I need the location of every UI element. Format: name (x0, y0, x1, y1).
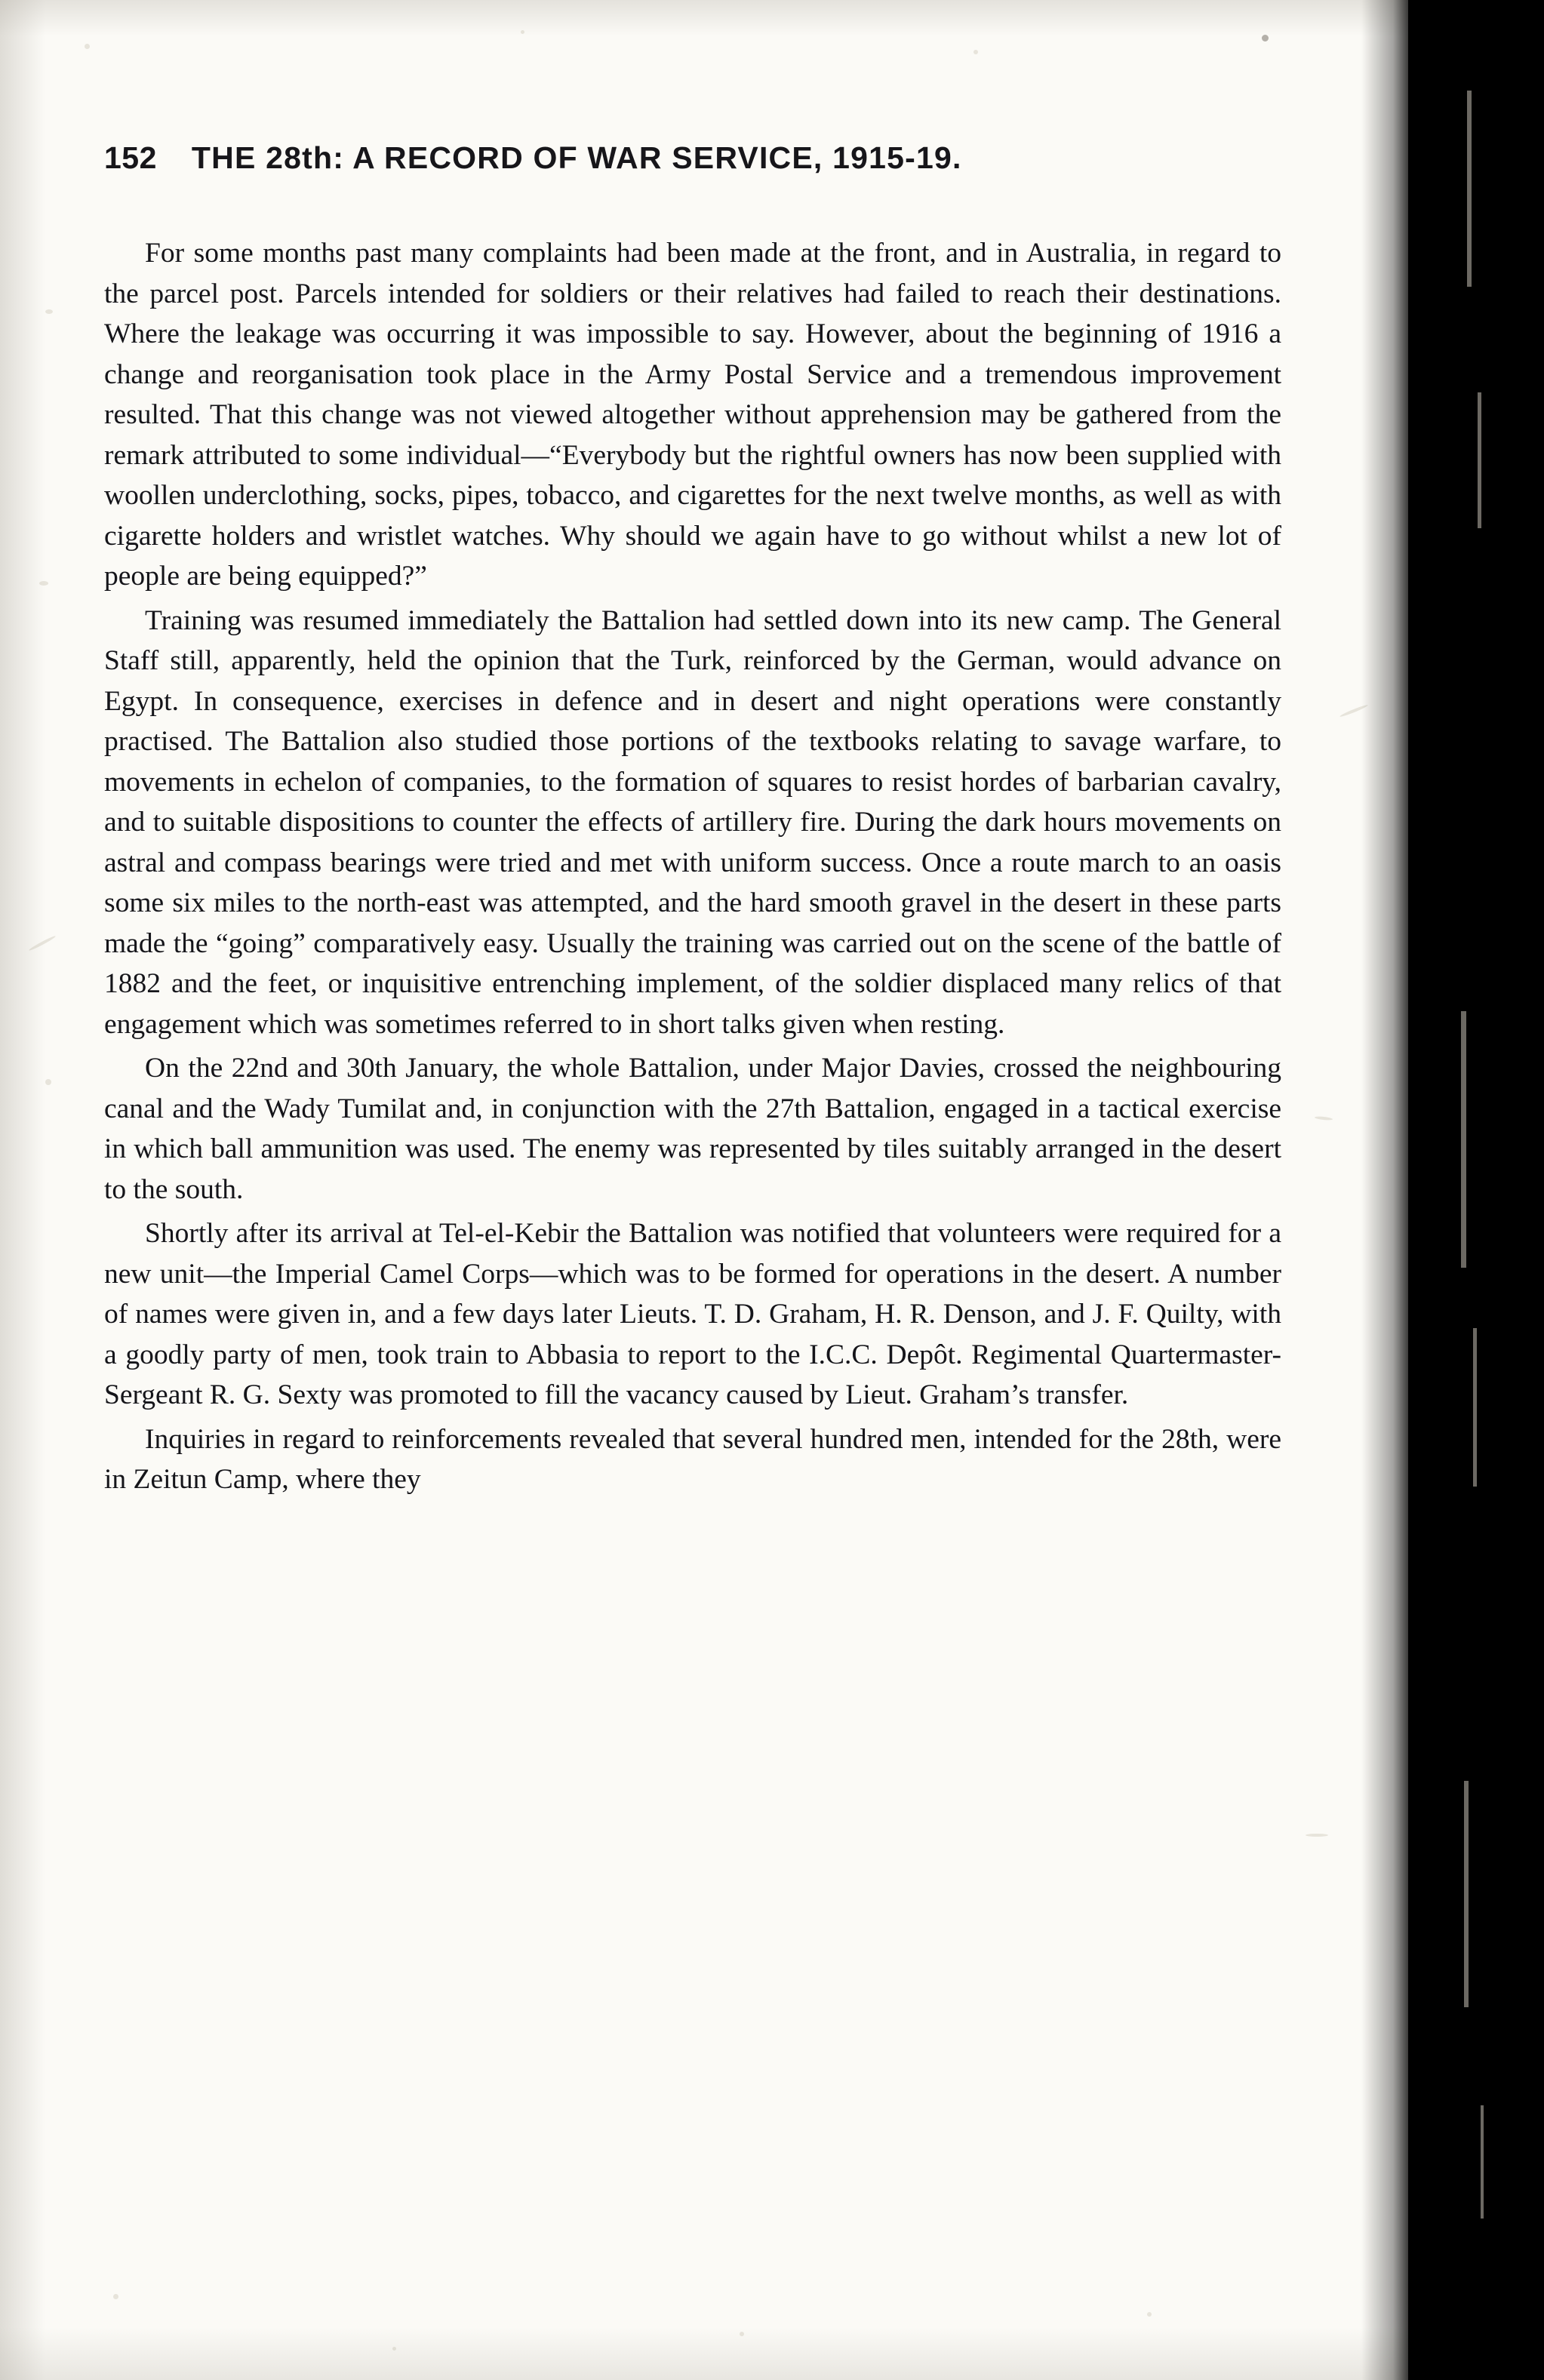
scan-speck (1262, 35, 1269, 42)
paragraph: Shortly after its arrival at Tel-el-Kebir the Battalion was notified that volunteers were required for a new unit—the Imperial Camel Corps—which was to be formed for operations in the desert. A number of names were given in, and a few days later Lieuts. T. D. Graham, H. R. Denson, and J. F. Quilty, with a goodly party of men, took train to Abbasia to report to the I.C.C. Depôt. Regimental Quartermaster-Sergeant R. G. Sexty was promoted to fill the vacancy caused by Lieut. Graham’s transfer. (104, 1218, 1281, 1410)
scan-speck (28, 935, 56, 952)
scan-speck (45, 1079, 51, 1085)
paragraph: Inquiries in regard to reinforcements revealed that several hundred men, intended for the 28th, were in Zeitun Camp, where they (104, 1423, 1281, 1495)
scan-speck (1315, 1116, 1333, 1121)
scan-speck (1306, 1834, 1328, 1837)
scan-speck (973, 50, 978, 54)
binding-gutter (1408, 0, 1544, 2380)
gutter-streak (1464, 1781, 1469, 2007)
gutter-streak (1461, 1011, 1466, 1268)
paragraph: On the 22nd and 30th January, the whole Battalion, under Major Davies, crossed the neighbouring canal and the Wady Tumilat and, in conjunction with the 27th Battalion, engaged in a tactical exercise in which ball ammunition was used. The enemy was represented by tiles suitably arranged in the desert to the south. (104, 1053, 1281, 1205)
gutter-streak (1478, 392, 1481, 528)
paragraph: For some months past many complaints had been made at the front, and in Australia, in regard to the parcel post. Parcels intended for soldiers or their relatives had failed to reach their destinations. Where the leakage was occurring it was impossible to say. However, about the beginning of 1916 a change and reorganisation took place in the Army Postal Service and a tremendous improvement resulted. That this change was not viewed altogether without apprehension may be gathered from the remark attributed to some individual—“Everybody but the rightful owners has now been supplied with woollen underclothing, socks, pipes, tobacco, and cigarettes for the next twelve months, as well as with cigarette holders and wristlet watches. Why should we again have to go without whilst a new lot of people are being equipped?” (104, 238, 1281, 592)
page-text-column (104, 140, 1281, 1500)
gutter-streak (1467, 91, 1472, 287)
binding-shadow-soft (1453, 0, 1472, 2380)
page-edge-shadow-bottom (0, 2327, 1544, 2380)
page-edge-shadow-left (0, 0, 45, 2380)
scan-speck (113, 2294, 118, 2299)
page-edge-shadow-top (0, 0, 1544, 36)
running-head-title: THE 28th: A RECORD OF WAR SERVICE, 1915-19. (191, 140, 962, 175)
scan-speck (521, 30, 524, 34)
paragraph: Training was resumed immediately the Battalion had settled down into its new camp. The General Staff still, apparently, held the opinion that the Turk, reinforced by the German, would advance on Egypt. In consequence, exercises in defence and in desert and night operations were constantly practised. The Battalion also studied those portions of the textbooks relating to savage warfare, to movements in echelon of companies, to the formation of squares to resist hordes of barbarian cavalry, and to suitable dispositions to counter the effects of artillery fire. During the dark hours movements on astral and compass bearings were tried and met with uniform success. Once a route march to an oasis some six miles to the north-east was attempted, and the hard smooth gravel in the desert in these parts made the “going” comparatively easy. Usually the training was carried out on the scene of the battle of 1882 and the feet, or inquisitive entrenching implement, of the soldier displaced many relics of that engagement which was sometimes referred to in short talks given when resting. (104, 604, 1281, 1040)
scan-speck (1147, 2312, 1152, 2317)
scan-speck (1339, 704, 1369, 718)
page-number: 152 (104, 140, 157, 175)
scan-speck (392, 2347, 396, 2351)
gutter-streak (1481, 2105, 1484, 2219)
running-head (104, 140, 1281, 176)
scan-speck (740, 2332, 744, 2336)
binding-shadow (1361, 0, 1414, 2380)
scan-speck (85, 44, 90, 49)
scan-speck (45, 309, 53, 314)
scan-speck (39, 581, 48, 586)
gutter-streak (1473, 1328, 1477, 1487)
